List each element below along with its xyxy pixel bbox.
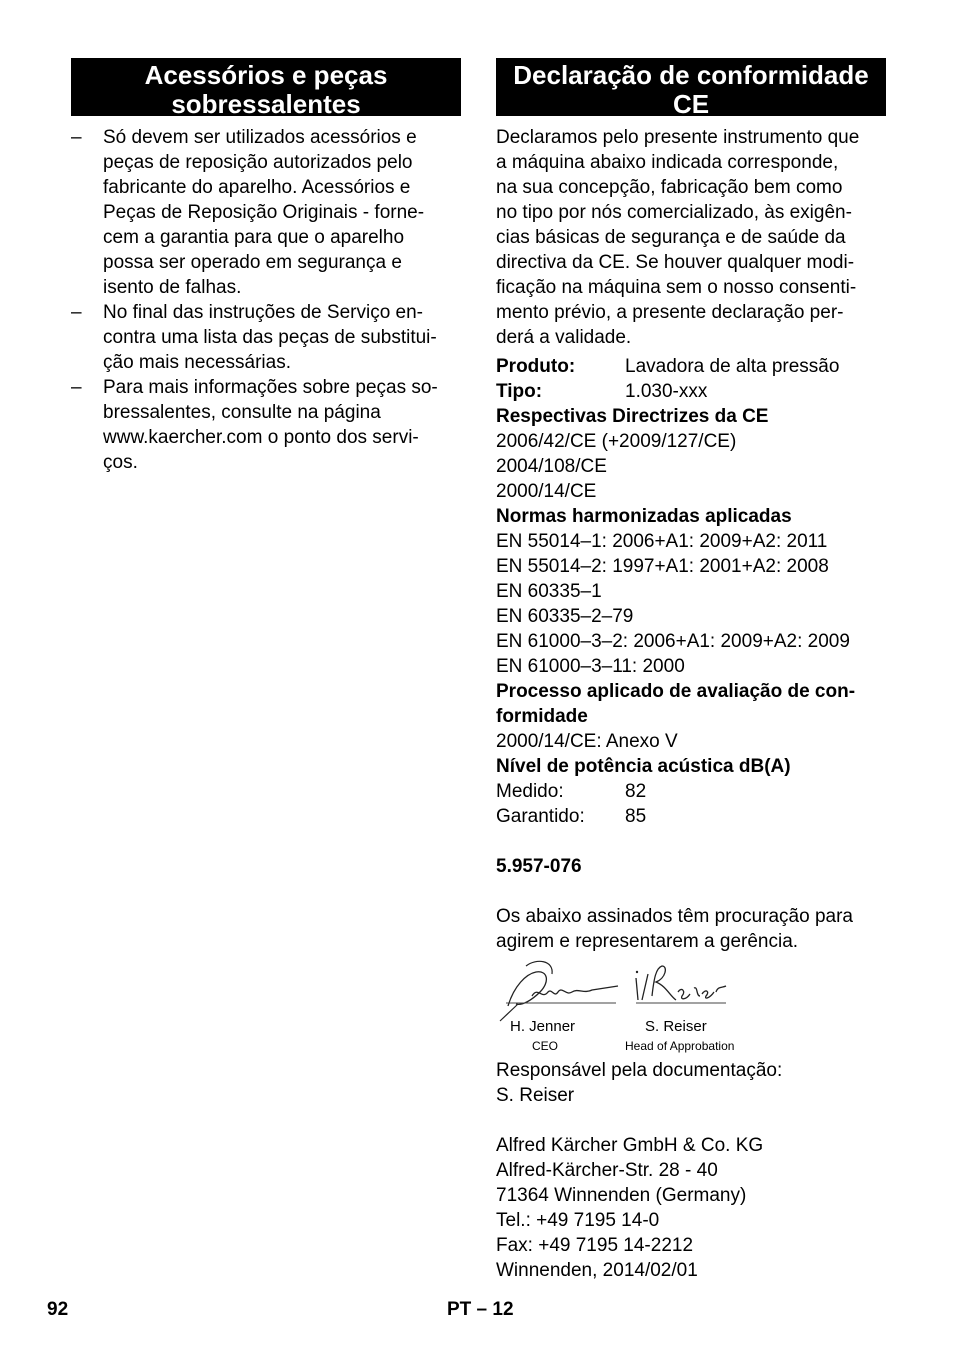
norms-title: Normas harmonizadas aplicadas	[496, 506, 792, 527]
list-item: – Só devem ser utilizados acessórios e peças de reposição autorizados pelo fabricante do aparelho. Acessórios e Peças de Reposição Originais - forne- cem a garantia para que o aparelho possa ser operado em segurança e isento de falhas.	[71, 127, 425, 298]
measured-row: Medido: 82	[496, 781, 647, 802]
accessories-list	[71, 125, 461, 475]
bullet-dash: –	[71, 377, 82, 398]
product-label: Produto:	[496, 356, 576, 377]
sound-title: Nível de potência acústica dB(A)	[496, 756, 791, 777]
company-address: Alfred Kärcher GmbH & Co. KG Alfred-Kärcher-Str. 28 - 40 71364 Winnenden (Germany) Tel.: +49 7195 14-0 Fax: +49 7195 14-2212 Winnenden, 2014/02/01	[496, 1135, 764, 1281]
responsible-section: Responsável pela documentação: S. Reiser	[496, 1060, 783, 1106]
signatures-image	[496, 956, 756, 1026]
process-value: 2000/14/CE: Anexo V	[496, 731, 678, 752]
type-label: Tipo:	[496, 381, 543, 402]
signature-jenner	[508, 972, 618, 1006]
declaration-heading: Declaração de conformidade CE	[496, 58, 886, 116]
directives-title: Respectivas Directrizes da CE	[496, 406, 769, 427]
product-value: Lavadora de alta pressão	[625, 356, 840, 377]
list-item: – Para mais informações sobre peças so- bressalentes, consulte na página www.kaercher.com o ponto dos servi- ços.	[71, 377, 438, 473]
signer1-role: CEO	[532, 1039, 559, 1053]
type-value: 1.030-xxx	[625, 381, 708, 402]
section-marker: PT – 12	[447, 1299, 514, 1320]
sound-section	[496, 754, 886, 779]
signer2-role: Head of Approbation	[625, 1039, 735, 1053]
signature-block	[496, 956, 886, 1066]
doc-number: 5.957-076	[496, 856, 582, 877]
bullet-dash: –	[71, 127, 82, 148]
guaranteed-row: Garantido: 85	[496, 806, 647, 827]
signer1-name: H. Jenner	[510, 1018, 576, 1035]
list-item: – No final das instruções de Serviço en- contra uma lista das peças de substitui- ção mais necessárias.	[71, 302, 437, 373]
bullet-dash: –	[71, 302, 82, 323]
signatories-text: Os abaixo assinados têm procuração para agirem e representarem a gerência.	[496, 906, 853, 952]
directives-section: Respectivas Directrizes da CE 2006/42/CE (+2009/127/CE) 2004/108/CE 2000/14/CE	[496, 404, 886, 504]
process-section: Processo aplicado de avaliação de con- formidade 2000/14/CE: Anexo V	[496, 679, 886, 754]
page-number: 92	[47, 1299, 69, 1320]
product-row	[496, 354, 886, 379]
norms-section: Normas harmonizadas aplicadas EN 55014–1: 2006+A1: 2009+A2: 2011 EN 55014–2: 1997+A1: 2001+A2: 2008 EN 60335–1 EN 60335–2–79 EN 61000–3–2: 2006+A1: 2009+A2: 2009 EN 61000–3–11: 2000	[496, 504, 886, 679]
declaration-intro: Declaramos pelo presente instrumento que a máquina abaixo indicada corresponde, na sua concepção, fabricação bem como no tipo por nós comercializado, às exigên- cias básicas de segurança e de saúde da directiva da CE. Se houver qualquer modi- ficação na máquina sem o nosso consenti- mento prévio, a presente declaração per- derá a validade.	[496, 127, 860, 348]
signature-reiser	[636, 966, 726, 1000]
accessories-heading: Acessórios e peças sobressalentes	[71, 58, 461, 116]
left-column	[71, 58, 461, 475]
type-row	[496, 379, 886, 404]
signer2-name: S. Reiser	[645, 1018, 707, 1035]
right-column	[496, 58, 886, 1283]
